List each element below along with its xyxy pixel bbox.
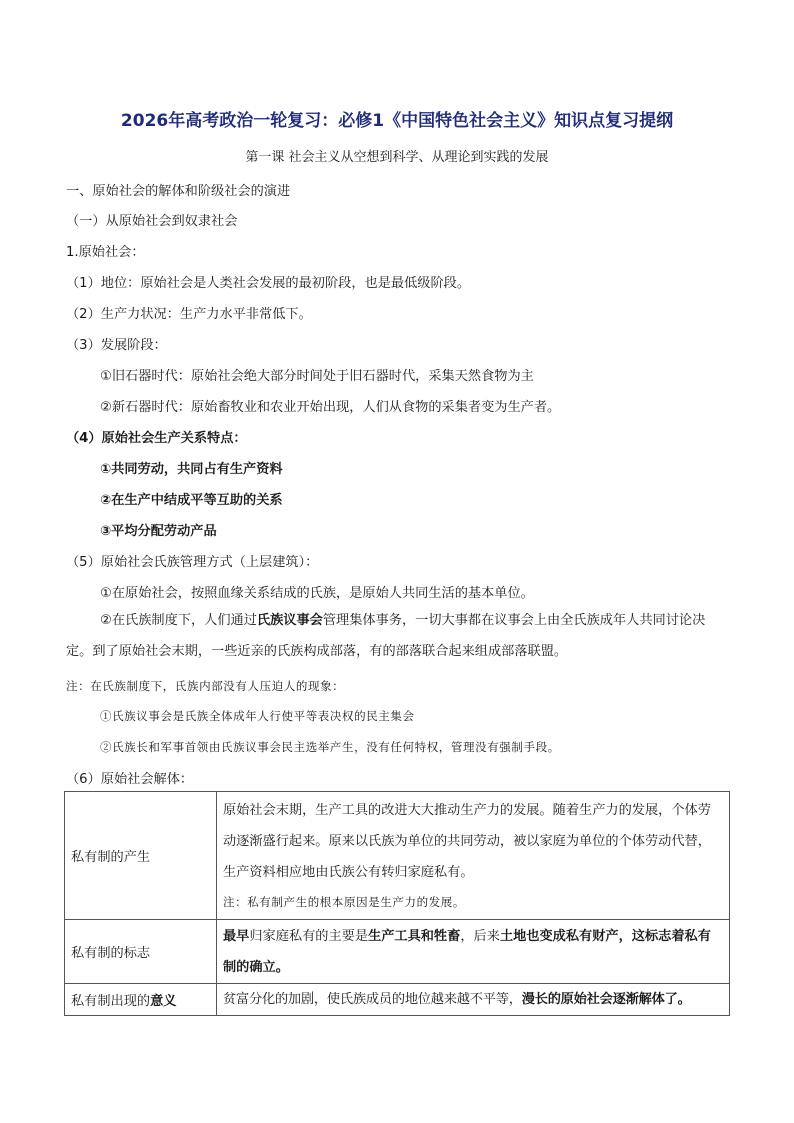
table-cell-text: 原始社会末期，生产工具的改进大大推动生产力的发展。随着生产力的发展，个体劳动逐渐盛行起来。原来以氏族为单位的共同劳动，被以家庭为单位的个体劳动代替，生产资料相应地由氏族公有转归家庭私有。 [223, 803, 711, 880]
dissolution-table [64, 791, 730, 1016]
stage-old-stone-age: ①旧石器时代：原始社会绝大部分时间处于旧石器时代，采集天然食物为主 [100, 369, 534, 384]
dissolution-heading: （6）原始社会解体： [66, 772, 194, 787]
note-item: ①氏族议事会是氏族全体成年人行使平等表决权的民主集会 [100, 709, 415, 723]
table-cell-text: 归家庭私有的主要是 [249, 928, 369, 944]
management-text: 管理集体事务，一切大事都在议事会上由全氏族成年人共同讨论决定。到了原始社会末期，一些近亲的氏族构成部落，有的部落联合起来组成部落联盟。 [66, 613, 706, 659]
relation-item: ③平均分配劳动产品 [100, 524, 217, 539]
table-cell-note: 注：私有制产生的根本原因是生产力的发展。 [223, 895, 465, 909]
table-bold-text: 漫长的原始社会逐渐解体了。 [521, 992, 691, 1007]
table-bold-text: 土地也变成私有财产，这标志着私有制的确立。 [223, 928, 711, 975]
note-item: ②氏族长和军事首领由氏族议事会民主选举产生，没有任何特权，管理没有强制手段。 [100, 740, 560, 754]
table-label-cell: 私有制的标志 [65, 920, 217, 984]
table-bold-text: 最早 [223, 928, 250, 944]
table-content-cell [217, 792, 730, 920]
document-title: 2026年高考政治一轮复习：必修1《中国特色社会主义》知识点复习提纲 [120, 111, 674, 131]
table-row [65, 984, 730, 1016]
table-cell-text: 贫富分化的加剧，使氏族成员的地位越来越不平等， [223, 992, 522, 1007]
relations-heading: （4）原始社会生产关系特点： [66, 431, 247, 446]
lesson-title: 第一课 社会主义从空想到科学、从理论到实践的发展 [245, 150, 549, 165]
table-label-cell [65, 984, 217, 1016]
table-row [65, 920, 730, 984]
table-content-cell [217, 920, 730, 984]
subsection-heading: （一）从原始社会到奴隶社会 [66, 214, 238, 229]
table-row [65, 792, 730, 920]
table-label-bold: 意义 [150, 994, 177, 1009]
relation-item: ②在生产中结成平等互助的关系 [100, 493, 283, 508]
management-bold-term: 氏族议事会 [256, 613, 323, 628]
table-label-cell: 私有制的产生 [65, 792, 217, 920]
productivity-item: （2）生产力状况：生产力水平非常低下。 [66, 307, 312, 322]
table-bold-text: 生产工具和牲畜 [368, 928, 461, 944]
relation-item: ①共同劳动，共同占有生产资料 [100, 462, 283, 477]
management-text: ②在氏族制度下，人们通过 [100, 613, 257, 628]
table-content-cell [217, 984, 730, 1016]
note-heading: 注：在氏族制度下，氏族内部没有人压迫人的现象： [66, 679, 345, 693]
management-heading: （5）原始社会氏族管理方式（上层建筑）： [66, 555, 319, 570]
point-heading: 1.原始社会： [66, 245, 145, 260]
table-label-text: 私有制出现的 [71, 994, 151, 1009]
status-item: （1）地位：原始社会是人类社会发展的最初阶段，也是最低级阶段。 [66, 276, 471, 291]
stage-new-stone-age: ②新石器时代：原始畜牧业和农业开始出现，人们从食物的采集者变为生产者。 [100, 400, 561, 415]
table-cell-text: ，后来 [460, 928, 500, 944]
section-heading: 一、原始社会的解体和阶级社会的演进 [66, 184, 291, 199]
stages-heading: （3）发展阶段： [66, 338, 167, 353]
management-item: ①在原始社会，按照血缘关系结成的氏族，是原始人共同生活的基本单位。 [100, 586, 534, 601]
management-paragraph [66, 605, 730, 667]
